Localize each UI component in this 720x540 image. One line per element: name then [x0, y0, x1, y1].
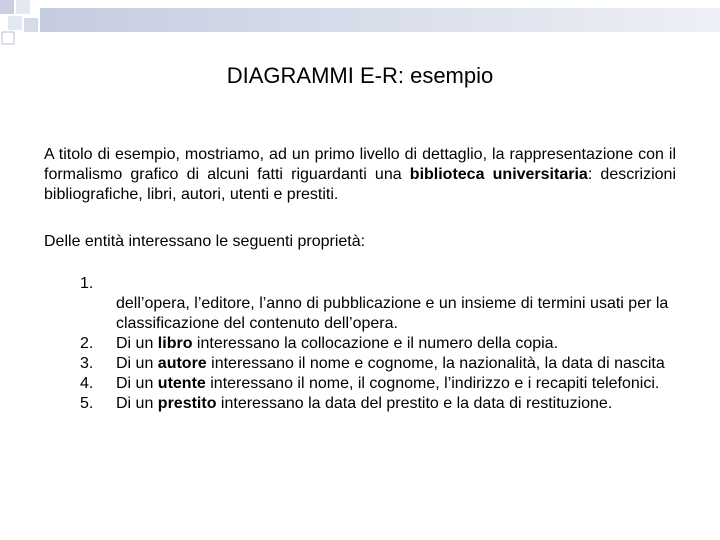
list-item-entity: autore	[157, 355, 207, 372]
list-number: 2.	[80, 335, 94, 352]
list-number: 1.	[80, 275, 94, 292]
list-item-prefix: Di un	[116, 335, 158, 352]
slide-title: DIAGRAMMI E-R: esempio	[226, 63, 494, 88]
list-number: 5.	[80, 395, 94, 412]
list-item-prefix: Di un	[116, 375, 158, 392]
intro-paragraph	[44, 145, 676, 205]
list-item-text: interessano la collocazione e il numero della copia.	[192, 335, 559, 352]
list-item-entity: libro	[157, 335, 193, 352]
intro-bold-term: biblioteca universitaria	[409, 166, 588, 183]
list-item-text: dell’opera, l’editore, l’anno di pubblicazione e un insieme di termini usati per la classificazione del contenuto dell’opera.	[116, 295, 669, 332]
list-number: 4.	[80, 375, 94, 392]
properties-heading: Delle entità interessano le seguenti proprietà:	[44, 233, 366, 250]
intro-text-1: A titolo di esempio, mostriamo, ad un primo livello di dettaglio, la rappresentazione con il formalismo grafico di alcuni fatti riguardanti una	[44, 146, 676, 183]
intro-text-2: : descrizioni bibliografiche, libri, autori, utenti e prestiti.	[44, 166, 677, 203]
list-item-3	[80, 354, 676, 374]
list-item-prefix: Di un	[116, 395, 158, 412]
list-item-text: interessano il nome e cognome, la nazionalità, la data di nascita	[206, 355, 665, 372]
list-number: 3.	[80, 355, 94, 372]
list-item-2	[80, 334, 676, 354]
list-item-prefix: Di un	[116, 355, 158, 372]
list-item-text: interessano la data del prestito e la data di restituzione.	[216, 395, 613, 412]
list-item-entity: utente	[157, 375, 206, 392]
list-item-4	[80, 374, 676, 394]
properties-list	[80, 274, 676, 414]
list-item-1	[80, 274, 676, 334]
decorative-header-squares	[0, 0, 720, 50]
list-item-text: interessano il nome, il cognome, l’indirizzo e i recapiti telefonici.	[205, 375, 660, 392]
list-item-5	[80, 394, 676, 414]
list-item-entity: prestito	[157, 395, 217, 412]
